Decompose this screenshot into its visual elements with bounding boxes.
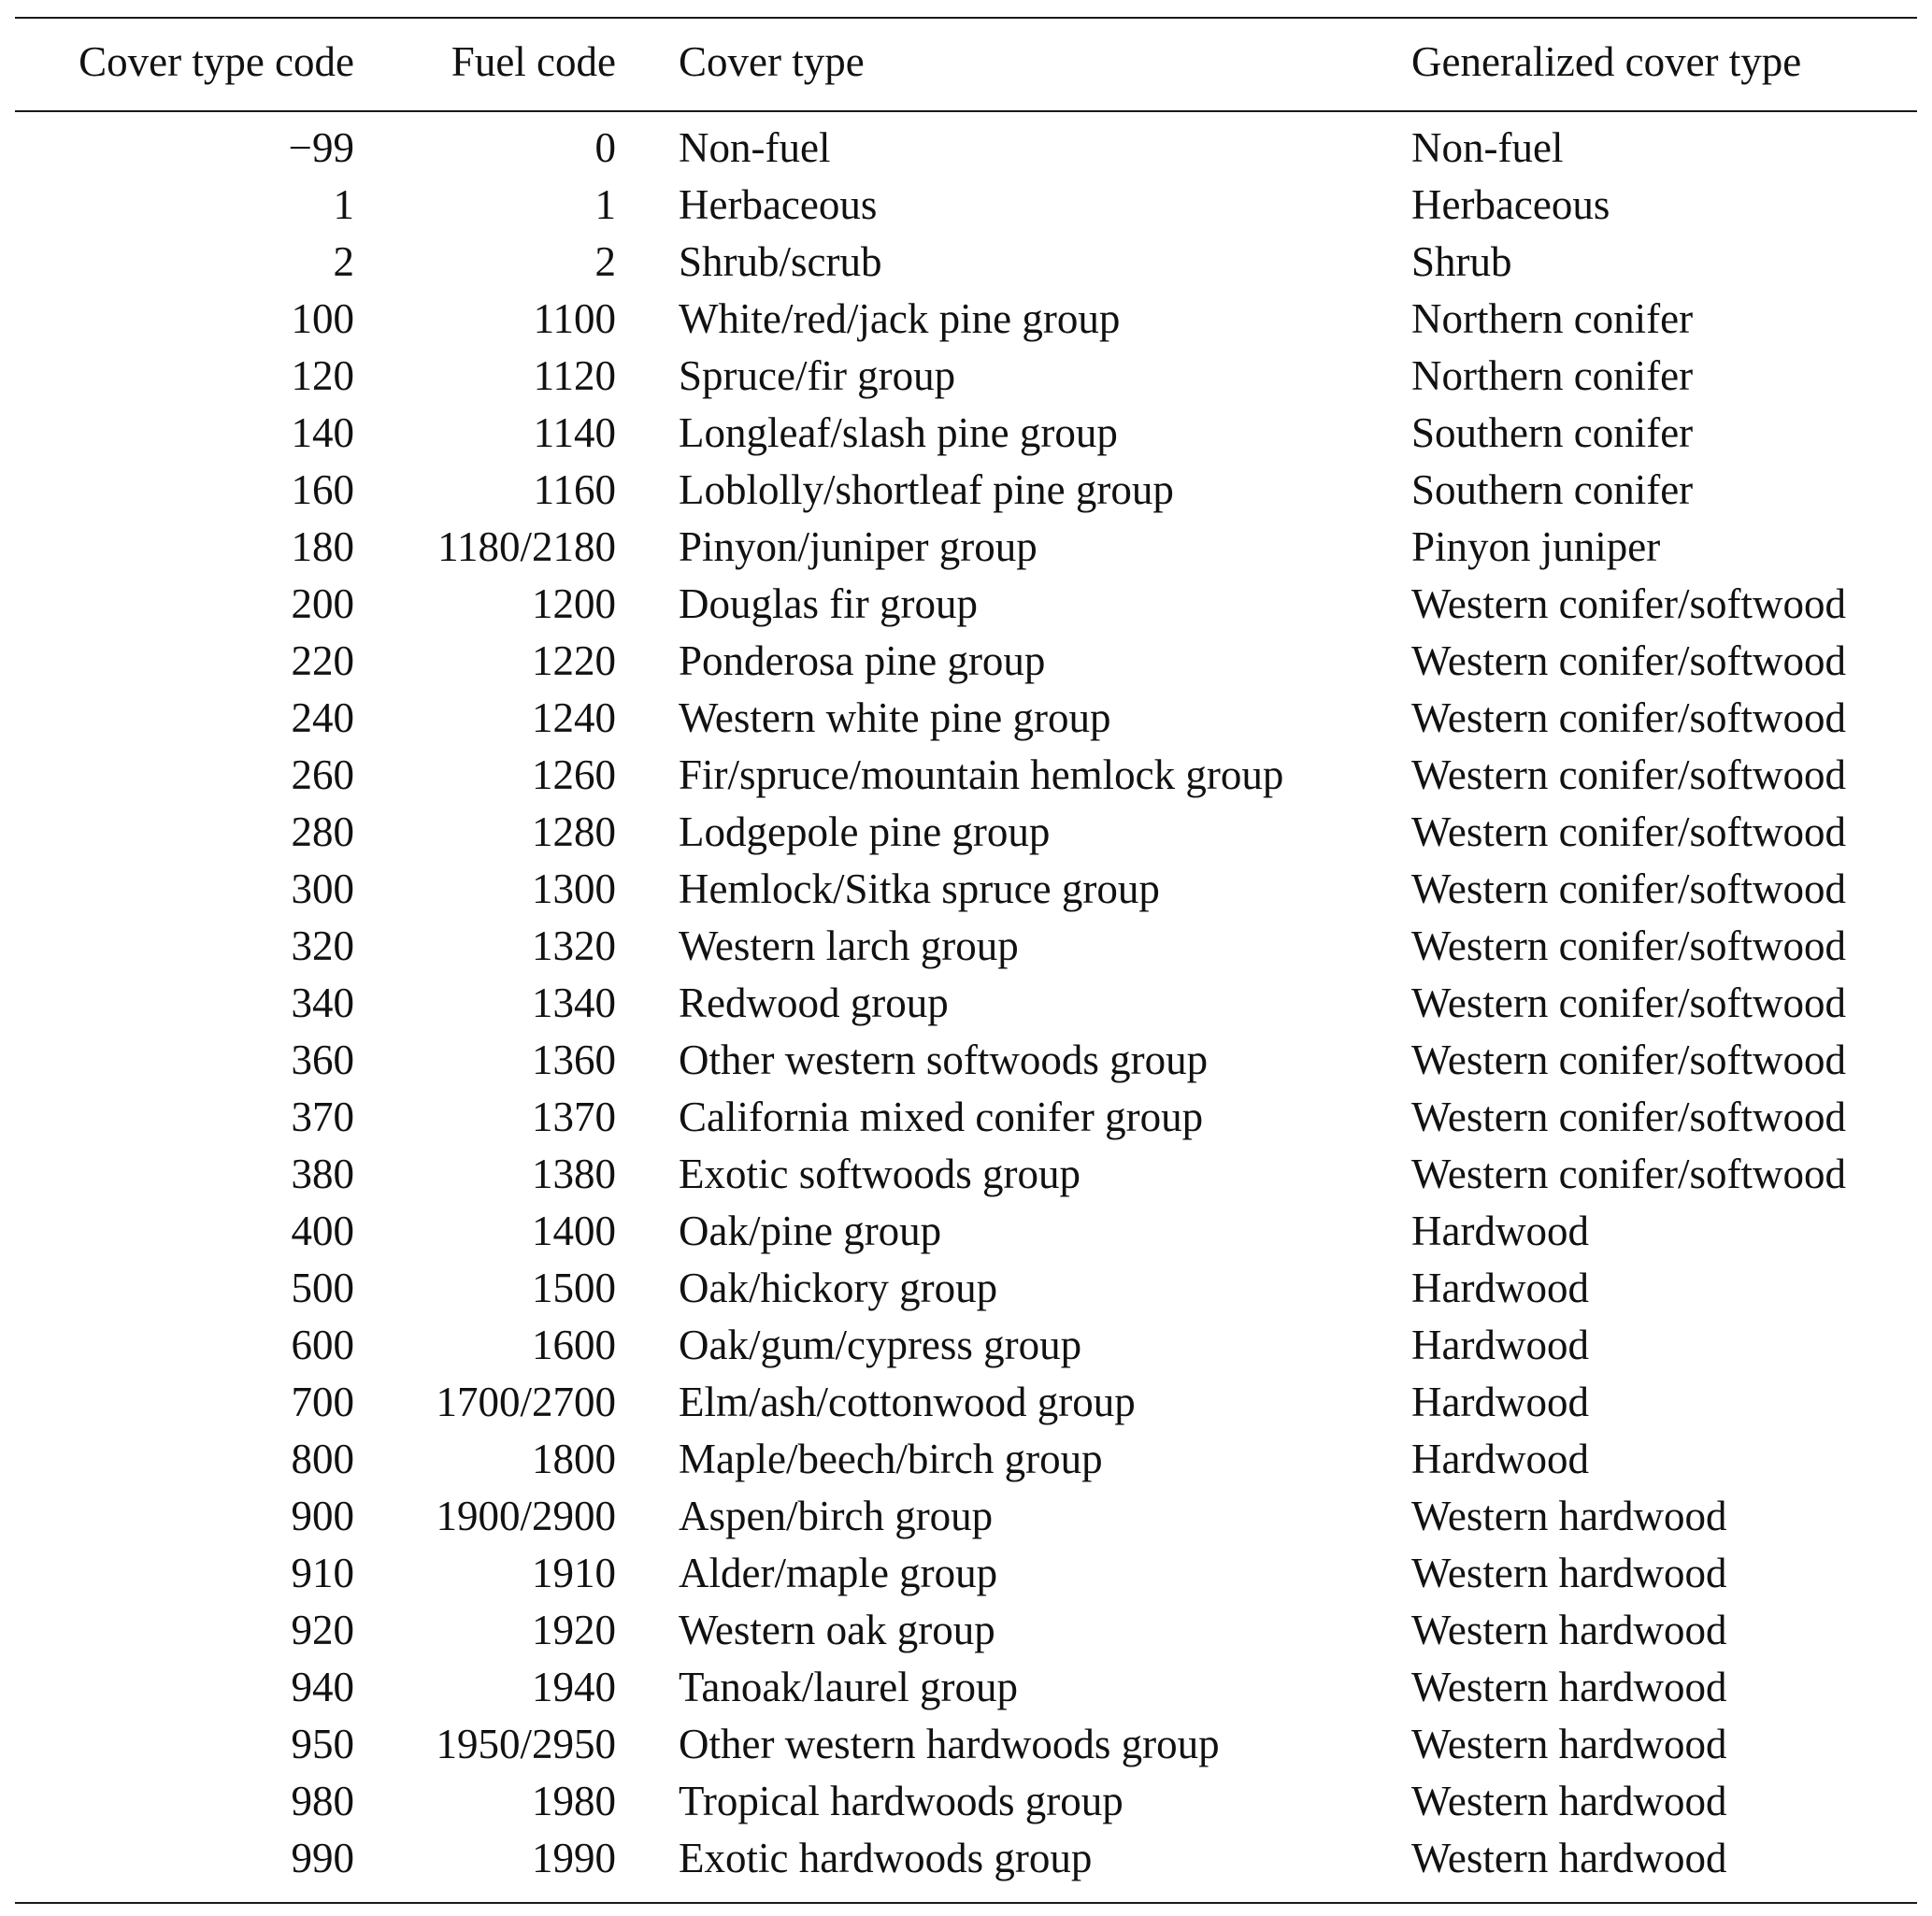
table-row (15, 1716, 1917, 1773)
table-row (15, 690, 1917, 747)
cell-cover-type-code: 990 (291, 1835, 354, 1881)
table-header (15, 19, 1917, 120)
cell-generalized-cover-type: Western hardwood (1411, 1664, 1727, 1710)
cell-fuel-code: 1180/2180 (437, 523, 616, 570)
table-body (15, 120, 1917, 1902)
cell-cover-type-code: 940 (291, 1664, 354, 1710)
table-row (15, 405, 1917, 462)
cell-cover-type: Alder/maple group (679, 1550, 998, 1596)
cell-cover-type-code: 500 (291, 1265, 354, 1311)
cell-cover-type-code: 360 (291, 1037, 354, 1083)
cell-fuel-code: 1700/2700 (436, 1379, 616, 1425)
cell-cover-type-code: 900 (291, 1493, 354, 1539)
table-row (15, 1545, 1917, 1602)
cell-cover-type-code: 700 (291, 1379, 354, 1425)
cell-generalized-cover-type: Western conifer/softwood (1411, 865, 1846, 912)
cell-cover-type-code: 910 (291, 1550, 354, 1596)
cell-generalized-cover-type: Northern conifer (1411, 295, 1694, 342)
table-row (15, 1317, 1917, 1374)
cell-fuel-code: 1990 (532, 1835, 616, 1881)
cell-fuel-code: 1 (594, 181, 616, 228)
cell-cover-type-code: 370 (291, 1094, 354, 1140)
header-cover-type-code: Cover type code (79, 37, 354, 85)
cell-generalized-cover-type: Hardwood (1411, 1208, 1589, 1254)
cell-cover-type: Douglas fir group (679, 580, 978, 627)
cell-cover-type: California mixed conifer group (679, 1094, 1204, 1140)
cell-cover-type: Exotic softwoods group (679, 1151, 1080, 1197)
header-fuel-code: Fuel code (451, 37, 616, 85)
cell-cover-type: Aspen/birch group (679, 1493, 994, 1539)
cell-fuel-code: 1910 (532, 1550, 616, 1596)
cell-fuel-code: 1160 (533, 466, 616, 513)
cell-fuel-code: 1380 (532, 1151, 616, 1197)
table-row (15, 1488, 1917, 1545)
cover-type-table-container (15, 17, 1917, 1904)
cell-fuel-code: 1950/2950 (436, 1721, 616, 1767)
cell-cover-type: Tanoak/laurel group (679, 1664, 1018, 1710)
cell-cover-type: Pinyon/juniper group (679, 523, 1038, 570)
table-row (15, 918, 1917, 975)
cell-generalized-cover-type: Non-fuel (1411, 124, 1564, 171)
cell-cover-type-code: 320 (291, 922, 354, 969)
cell-cover-type: Maple/beech/birch group (679, 1436, 1103, 1482)
cell-cover-type: Ponderosa pine group (679, 637, 1046, 684)
cell-generalized-cover-type: Western hardwood (1411, 1778, 1727, 1824)
cell-generalized-cover-type: Western hardwood (1411, 1835, 1727, 1881)
cell-fuel-code: 1400 (532, 1208, 616, 1254)
table-row (15, 1146, 1917, 1203)
cell-generalized-cover-type: Western conifer/softwood (1411, 751, 1846, 798)
cell-generalized-cover-type: Western conifer/softwood (1411, 1094, 1846, 1140)
table-row (15, 1431, 1917, 1488)
cell-cover-type: Non-fuel (679, 124, 831, 171)
cell-cover-type-code: 120 (291, 352, 354, 399)
cell-cover-type: Hemlock/Sitka spruce group (679, 865, 1160, 912)
table-row (15, 1773, 1917, 1830)
cell-fuel-code: 1980 (532, 1778, 616, 1824)
cell-generalized-cover-type: Western hardwood (1411, 1607, 1727, 1653)
cell-fuel-code: 1600 (532, 1322, 616, 1368)
cell-generalized-cover-type: Hardwood (1411, 1379, 1589, 1425)
cell-generalized-cover-type: Western hardwood (1411, 1493, 1727, 1539)
cell-generalized-cover-type: Northern conifer (1411, 352, 1694, 399)
cell-cover-type-code: 240 (291, 694, 354, 741)
cell-fuel-code: 1320 (532, 922, 616, 969)
header-cover-type: Cover type (679, 37, 865, 85)
cell-fuel-code: 1340 (532, 979, 616, 1026)
cell-cover-type-code: 140 (291, 409, 354, 456)
cell-cover-type-code: 280 (291, 808, 354, 855)
cell-cover-type-code: 950 (291, 1721, 354, 1767)
cell-generalized-cover-type: Hardwood (1411, 1265, 1589, 1311)
cell-cover-type-code: 380 (291, 1151, 354, 1197)
cell-generalized-cover-type: Southern conifer (1411, 409, 1694, 456)
cell-cover-type: Tropical hardwoods group (679, 1778, 1123, 1824)
table-row (15, 348, 1917, 405)
cell-cover-type-code: 200 (291, 580, 354, 627)
table-row (15, 519, 1917, 576)
cell-cover-type: Loblolly/shortleaf pine group (679, 466, 1174, 513)
cell-cover-type: Other western softwoods group (679, 1037, 1209, 1083)
cell-cover-type: Western white pine group (679, 694, 1111, 741)
cell-cover-type-code: 300 (291, 865, 354, 912)
cell-cover-type: Herbaceous (679, 181, 878, 228)
cell-cover-type: Shrub/scrub (679, 238, 882, 285)
cell-fuel-code: 1500 (532, 1265, 616, 1311)
cell-cover-type-code: 400 (291, 1208, 354, 1254)
cell-cover-type: Western larch group (679, 922, 1019, 969)
table-row (15, 1659, 1917, 1716)
cell-cover-type-code: 160 (291, 466, 354, 513)
table-row (15, 291, 1917, 348)
cell-fuel-code: 1200 (532, 580, 616, 627)
table-row (15, 1089, 1917, 1146)
cell-fuel-code: 1800 (532, 1436, 616, 1482)
cell-cover-type-code: 100 (291, 295, 354, 342)
cover-type-table (15, 19, 1917, 1902)
cell-generalized-cover-type: Western conifer/softwood (1411, 1151, 1846, 1197)
cell-generalized-cover-type: Western hardwood (1411, 1550, 1727, 1596)
cell-fuel-code: 1370 (532, 1094, 616, 1140)
table-row (15, 975, 1917, 1032)
table-row (15, 804, 1917, 861)
table-row (15, 633, 1917, 690)
cell-fuel-code: 1100 (533, 295, 616, 342)
cell-cover-type: Exotic hardwoods group (679, 1835, 1093, 1881)
header-row (15, 19, 1917, 110)
cell-fuel-code: 2 (594, 238, 616, 285)
cell-generalized-cover-type: Western hardwood (1411, 1721, 1727, 1767)
cell-generalized-cover-type: Herbaceous (1411, 181, 1610, 228)
table-row (15, 1032, 1917, 1089)
cell-cover-type-code: 180 (291, 523, 354, 570)
table-row (15, 120, 1917, 177)
cell-generalized-cover-type: Western conifer/softwood (1411, 637, 1846, 684)
cell-cover-type-code: 260 (291, 751, 354, 798)
cell-cover-type: Western oak group (679, 1607, 995, 1653)
cell-generalized-cover-type: Hardwood (1411, 1436, 1589, 1482)
cell-generalized-cover-type: Pinyon juniper (1411, 523, 1661, 570)
cell-fuel-code: 1220 (532, 637, 616, 684)
cell-fuel-code: 1900/2900 (436, 1493, 616, 1539)
cell-cover-type: Oak/gum/cypress group (679, 1322, 1082, 1368)
header-generalized-cover-type: Generalized cover type (1411, 37, 1802, 85)
cell-generalized-cover-type: Hardwood (1411, 1322, 1589, 1368)
table-row (15, 1602, 1917, 1659)
cell-cover-type: Oak/hickory group (679, 1265, 998, 1311)
table-row (15, 462, 1917, 519)
cell-generalized-cover-type: Western conifer/softwood (1411, 922, 1846, 969)
cell-cover-type-code: 800 (291, 1436, 354, 1482)
cell-generalized-cover-type: Shrub (1411, 238, 1512, 285)
bottom-rule (15, 1902, 1917, 1904)
cell-cover-type-code: 340 (291, 979, 354, 1026)
cell-cover-type-code: 1 (333, 181, 354, 228)
cell-cover-type: Longleaf/slash pine group (679, 409, 1118, 456)
cell-cover-type-code: −99 (288, 124, 354, 171)
cell-generalized-cover-type: Western conifer/softwood (1411, 1037, 1846, 1083)
cell-cover-type: Spruce/fir group (679, 352, 956, 399)
cell-cover-type-code: 220 (291, 637, 354, 684)
cell-fuel-code: 1140 (533, 409, 616, 456)
cell-cover-type: Fir/spruce/mountain hemlock group (679, 751, 1284, 798)
cell-fuel-code: 1360 (532, 1037, 616, 1083)
cell-cover-type: Redwood group (679, 979, 949, 1026)
cell-cover-type: Oak/pine group (679, 1208, 942, 1254)
cell-fuel-code: 1920 (532, 1607, 616, 1653)
cell-cover-type-code: 980 (291, 1778, 354, 1824)
cell-generalized-cover-type: Western conifer/softwood (1411, 979, 1846, 1026)
cell-cover-type: Elm/ash/cottonwood group (679, 1379, 1136, 1425)
cell-fuel-code: 1280 (532, 808, 616, 855)
cell-fuel-code: 1240 (532, 694, 616, 741)
table-row (15, 747, 1917, 804)
cell-fuel-code: 0 (594, 124, 616, 171)
cell-fuel-code: 1120 (533, 352, 616, 399)
cell-cover-type: Lodgepole pine group (679, 808, 1051, 855)
table-row (15, 576, 1917, 633)
table-row (15, 861, 1917, 918)
table-row (15, 234, 1917, 291)
table-row (15, 1830, 1917, 1887)
cell-cover-type: Other western hardwoods group (679, 1721, 1220, 1767)
table-row (15, 1260, 1917, 1317)
cell-generalized-cover-type: Western conifer/softwood (1411, 808, 1846, 855)
table-row (15, 177, 1917, 234)
cell-fuel-code: 1300 (532, 865, 616, 912)
cell-generalized-cover-type: Southern conifer (1411, 466, 1694, 513)
cell-cover-type-code: 2 (333, 238, 354, 285)
cell-generalized-cover-type: Western conifer/softwood (1411, 580, 1846, 627)
cell-cover-type-code: 920 (291, 1607, 354, 1653)
cell-fuel-code: 1260 (532, 751, 616, 798)
cell-generalized-cover-type: Western conifer/softwood (1411, 694, 1846, 741)
cell-fuel-code: 1940 (532, 1664, 616, 1710)
table-row (15, 1374, 1917, 1431)
cell-cover-type-code: 600 (291, 1322, 354, 1368)
cell-cover-type: White/red/jack pine group (679, 295, 1121, 342)
table-row (15, 1203, 1917, 1260)
